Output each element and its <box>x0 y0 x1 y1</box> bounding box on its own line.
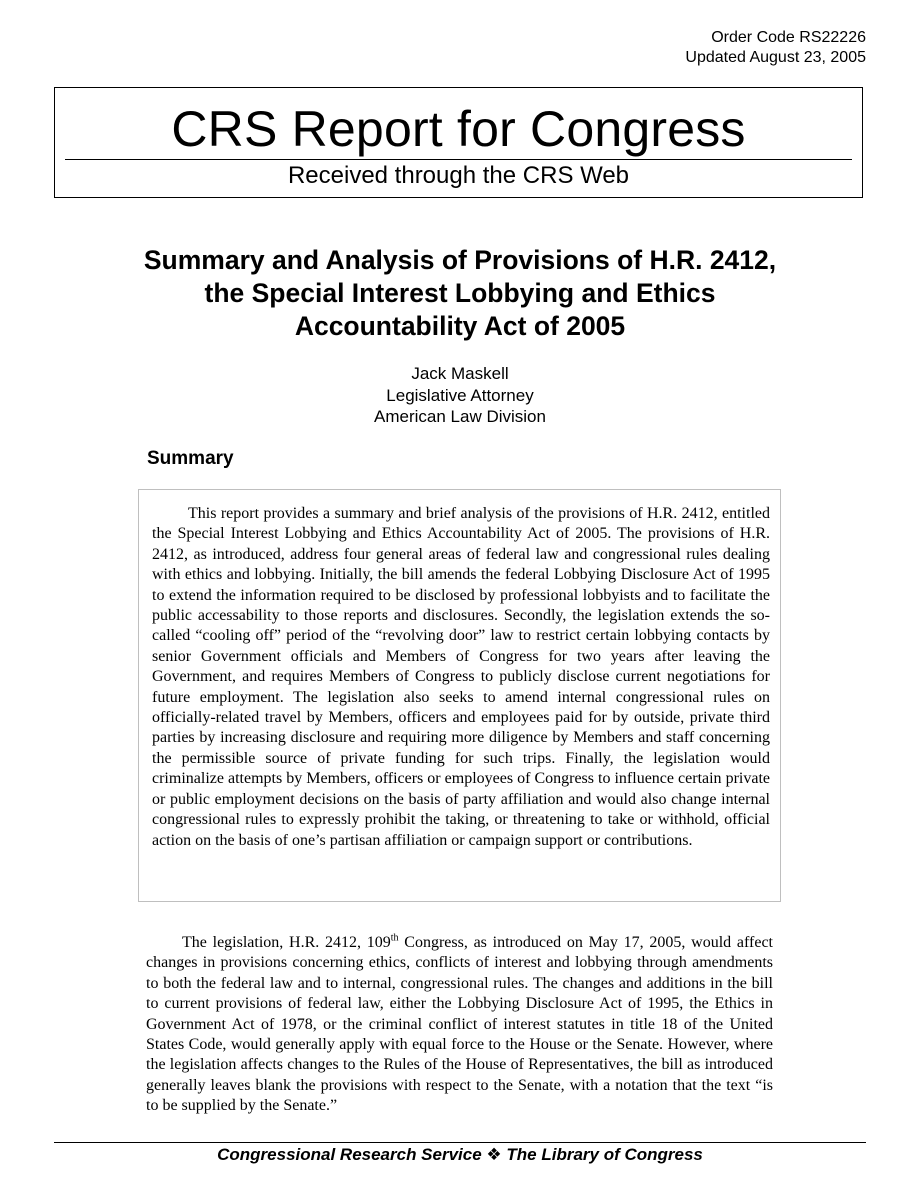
body-text-part1: The legislation, H.R. 2412, 109 <box>182 934 391 951</box>
body-paragraph <box>146 933 773 1117</box>
body-superscript: th <box>390 932 399 944</box>
summary-heading: Summary <box>147 448 234 469</box>
masthead-rule <box>65 159 852 160</box>
footer <box>0 1144 920 1166</box>
updated-date: Updated August 23, 2005 <box>685 49 866 66</box>
footer-rule <box>54 1142 866 1143</box>
masthead-title: CRS Report for Congress <box>171 101 746 157</box>
body-text-part2: Congress, as introduced on May 17, 2005, would affect changes in provisions concerning ethics, conflicts of interest and lobbying through amendments to both the federal law and to internal, congressional rules. The changes and additions in the bill to current provisions of federal law, either the Lobbying Disclosure Act of 1995, the Ethics in Government Act of 1978, or the criminal conflict of interest statutes in title 18 of the United States Code, would generally apply with equal force to the House or the Senate. However, where the legislation affects changes to the Rules of the House of Representatives, the bill as introduced generally leaves blank the provisions with respect to the Senate, with a notation that the text “is to be supplied by the Senate.” <box>146 934 773 1115</box>
summary-text: This report provides a summary and brief analysis of the provisions of H.R. 2412, entitled the Special Interest Lobbying and Ethics Accountability Act of 2005. The provisions of H.R. 2412, as introduced, address four general areas of federal law and congressional rules dealing with ethics and lobbying. Initially, the bill amends the federal Lobbying Disclosure Act of 1995 to extend the information required to be disclosed by professional lobbyists and to facilitate the public accessability to those reports and disclosures. Secondly, the legislation extends the so-called “cooling off” period of the “revolving door” law to restrict certain lobbying contacts by senior Government officials and Members of Congress for two years after leaving the Government, and requires Members of Congress to publicly disclose current negotiations for future employment. The legislation also seeks to amend internal congressional rules on officially-related travel by Members, officers and employees paid for by outside, private third parties by increasing disclosure and requiring more diligence by Members and staff concerning the permissible source of private funding for such trips. Finally, the legislation would criminalize attempts by Members, officers or employees of Congress to influence certain private or public employment decisions on the basis of party affiliation and would also change internal congressional rules to expressly prohibit the taking, or threatening to take or withhold, official action on the basis of one’s partisan affiliation or campaign support or contributions. <box>152 505 770 849</box>
order-info <box>685 28 866 68</box>
masthead-subtitle: Received through the CRS Web <box>287 162 630 189</box>
author-name: Jack Maskell <box>411 364 509 383</box>
masthead <box>54 87 863 198</box>
order-code: Order Code RS22226 <box>711 29 866 46</box>
author-division: American Law Division <box>374 407 546 426</box>
report-title: Summary and Analysis of Provisions of H.R. 2412, the Special Interest Lobbying and Ethics Accountability Act of 2005 <box>143 245 777 341</box>
author-block <box>0 363 920 428</box>
author-position: Legislative Attorney <box>386 385 534 405</box>
footer-left: Congressional Research Service <box>217 1145 482 1164</box>
summary-box <box>138 489 781 902</box>
footer-right: The Library of Congress <box>506 1145 703 1164</box>
footer-separator-icon: ❖ <box>486 1145 502 1164</box>
